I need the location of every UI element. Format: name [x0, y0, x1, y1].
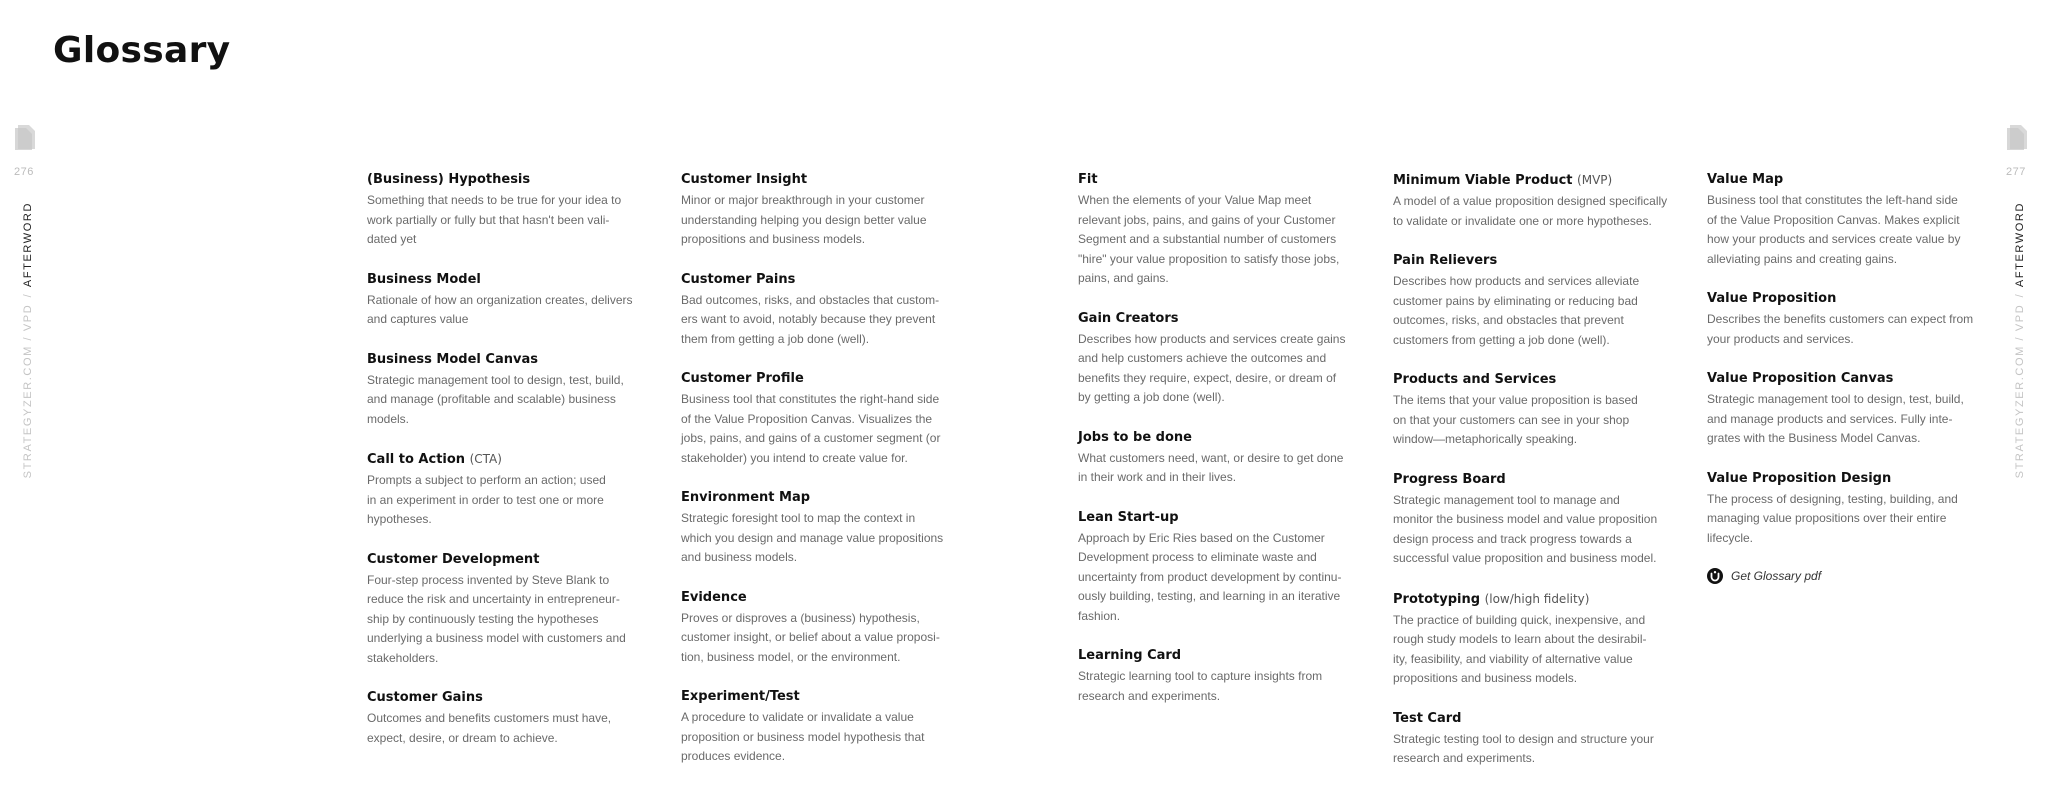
- definition-line: and business models.: [681, 550, 798, 564]
- glossary-term-abbreviation: (CTA): [469, 452, 502, 466]
- glossary-term: [1078, 508, 1368, 528]
- definition-line: benefits they require, expect, desire, or dream of: [1078, 370, 1337, 385]
- glossary-term: [1393, 370, 1683, 390]
- glossary-definition: [1393, 611, 1683, 689]
- definition-line: hypotheses.: [367, 512, 432, 526]
- glossary-term: [1393, 170, 1683, 191]
- glossary-entry: [367, 170, 657, 250]
- definition-line: which you design and manage value propositions: [681, 530, 944, 545]
- glossary-column-5: [1707, 170, 1997, 584]
- glossary-definition: [1078, 529, 1368, 627]
- document-icon: [2006, 124, 2028, 150]
- definition-line: them from getting a job done (well).: [681, 331, 870, 346]
- glossary-term-text: Customer Pains: [681, 271, 796, 287]
- glossary-term-text: Fit: [1078, 172, 1098, 187]
- glossary-definition: [1393, 391, 1683, 450]
- glossary-entry: [1078, 508, 1368, 627]
- glossary-term: [1707, 469, 1997, 489]
- definition-line: customers from getting a job done (well).: [1393, 332, 1610, 347]
- running-head-separator: /: [2014, 293, 2026, 298]
- glossary-term: [1707, 369, 1997, 389]
- glossary-term: [1393, 589, 1683, 610]
- definition-line: of the Value Proposition Canvas. Visualizes the: [681, 411, 933, 426]
- definition-line: When the elements of your Value Map meet: [1078, 193, 1312, 207]
- definition-line: dated yet: [367, 232, 417, 246]
- glossary-definition: [681, 191, 971, 250]
- get-glossary-pdf-label: Get Glossary pdf: [1731, 569, 1822, 583]
- glossary-term-text: Lean Start-up: [1078, 509, 1179, 525]
- definition-line: A procedure to validate or invalidate a value: [681, 710, 914, 724]
- glossary-term-text: (Business) Hypothesis: [367, 172, 531, 187]
- glossary-term-text: Progress Board: [1393, 471, 1506, 487]
- definition-line: ity, feasibility, and viability of alternative value: [1393, 651, 1633, 666]
- glossary-term: [367, 449, 657, 470]
- glossary-term: [681, 488, 971, 508]
- glossary-term-text: Customer Insight: [681, 172, 808, 187]
- definition-line: ers want to avoid, notably because they prevent: [681, 312, 936, 326]
- strategyzer-app-icon: [1707, 568, 1723, 584]
- glossary-term-text: Learning Card: [1078, 648, 1182, 663]
- glossary-definition: [1078, 330, 1368, 408]
- definition-line: fashion.: [1078, 608, 1121, 623]
- glossary-term: [1078, 646, 1368, 666]
- glossary-entry: [1393, 251, 1683, 350]
- definition-line: Describes how products and services create gains: [1078, 331, 1346, 346]
- definition-line: research and experiments.: [1393, 751, 1536, 765]
- definition-line: and manage products and services. Fully inte-: [1707, 411, 1953, 426]
- glossary-column-4: [1393, 170, 1683, 789]
- glossary-entry: [367, 550, 657, 669]
- definition-line: alleviating pains and creating gains.: [1707, 251, 1898, 266]
- glossary-term-abbreviation: (MVP): [1577, 173, 1613, 187]
- glossary-entry: [1707, 469, 1997, 549]
- glossary-definition: [367, 571, 657, 669]
- glossary-term-text: Pain Relievers: [1393, 253, 1498, 268]
- definition-line: and help customers achieve the outcomes and: [1078, 351, 1327, 365]
- glossary-term: [681, 369, 971, 389]
- get-glossary-pdf-link[interactable]: [1707, 568, 1997, 584]
- glossary-definition: [1393, 491, 1683, 569]
- glossary-definition: [1707, 490, 1997, 549]
- page-title: Glossary: [53, 30, 231, 71]
- definition-line: Minor or major breakthrough in your customer: [681, 193, 925, 207]
- glossary-term: [681, 270, 971, 290]
- definition-line: Approach by Eric Ries based on the Customer: [1078, 530, 1325, 545]
- definition-line: uncertainty from product development by continu-: [1078, 569, 1342, 584]
- glossary-term: [681, 687, 971, 707]
- page-number-right: 277: [2006, 166, 2026, 178]
- definition-line: research and experiments.: [1078, 688, 1221, 703]
- glossary-entry: [681, 369, 971, 468]
- glossary-term-text: Value Map: [1707, 172, 1784, 187]
- definition-line: window—metaphorically speaking.: [1393, 432, 1578, 446]
- glossary-term: [681, 170, 971, 190]
- document-icon: [14, 124, 36, 150]
- glossary-definition: [1078, 191, 1368, 289]
- glossary-term: [367, 550, 657, 570]
- glossary-term: [367, 350, 657, 370]
- right-page-margin: [2006, 124, 2036, 479]
- glossary-definition: [1078, 667, 1368, 706]
- running-head-url: STRATEGYZER.COM / VPD: [2014, 303, 2026, 479]
- glossary-term-text: Test Card: [1393, 710, 1462, 726]
- definition-line: rough study models to learn about the desirabil-: [1393, 632, 1647, 646]
- definition-line: propositions and business models.: [681, 232, 866, 246]
- definition-line: "hire" your value proposition to satisfy those jobs,: [1078, 251, 1340, 266]
- definition-line: propositions and business models.: [1393, 671, 1578, 685]
- definition-line: Describes the benefits customers can expect from: [1707, 312, 1974, 326]
- glossary-term: [1393, 470, 1683, 490]
- glossary-definition: [681, 509, 971, 568]
- glossary-term-text: Value Proposition: [1707, 291, 1837, 306]
- definition-line: outcomes, risks, and obstacles that prevent: [1393, 313, 1624, 327]
- glossary-term-text: Minimum Viable Product: [1393, 173, 1573, 188]
- glossary-definition: [367, 371, 657, 430]
- definition-line: reduce the risk and uncertainty in entrepreneur-: [367, 592, 620, 606]
- glossary-term-text: Call to Action: [367, 452, 466, 467]
- glossary-term: [1078, 428, 1368, 448]
- glossary-column-1: [367, 170, 657, 768]
- definition-line: lifecycle.: [1707, 530, 1754, 545]
- glossary-entry: [1707, 369, 1997, 449]
- definition-line: Proves or disproves a (business) hypothesis,: [681, 610, 920, 625]
- definition-line: underlying a business model with customers and: [367, 631, 626, 645]
- glossary-term-text: Customer Profile: [681, 371, 804, 386]
- definition-line: in their work and in their lives.: [1078, 470, 1237, 484]
- definition-line: in an experiment in order to test one or more: [367, 492, 604, 507]
- glossary-entry: [367, 350, 657, 430]
- glossary-term: [1393, 709, 1683, 729]
- glossary-definition: [1707, 310, 1997, 349]
- definition-line: Strategic management tool to design, test, build,: [1707, 392, 1964, 406]
- glossary-term: [367, 688, 657, 708]
- definition-line: how your products and services create value by: [1707, 232, 1961, 246]
- glossary-term-text: Environment Map: [681, 490, 811, 505]
- glossary-term: [367, 270, 657, 290]
- definition-line: expect, desire, or dream to achieve.: [367, 730, 558, 745]
- definition-line: and manage (profitable and scalable) business: [367, 392, 616, 406]
- running-head-section: AFTERWORD: [2014, 202, 2026, 288]
- glossary-entry: [681, 488, 971, 568]
- glossary-definition: [1393, 272, 1683, 350]
- definition-line: models.: [367, 411, 410, 426]
- definition-line: on that your customers can see in your shop: [1393, 412, 1630, 427]
- definition-line: successful value proposition and business model.: [1393, 551, 1657, 565]
- definition-line: stakeholder) you intend to create value for.: [681, 450, 908, 465]
- definition-line: managing value propositions over their entire: [1707, 511, 1947, 525]
- running-head-section: AFTERWORD: [22, 202, 34, 288]
- glossary-term-text: Customer Development: [367, 551, 540, 567]
- definition-line: Strategic management tool to manage and: [1393, 492, 1620, 507]
- definition-line: understanding helping you design better value: [681, 212, 927, 227]
- glossary-entry: [1393, 170, 1683, 231]
- glossary-term-text: Experiment/Test: [681, 689, 800, 704]
- definition-line: Strategic learning tool to capture insights from: [1078, 669, 1323, 683]
- definition-line: customer insight, or belief about a value proposi-: [681, 630, 940, 644]
- definition-line: Rationale of how an organization creates, delivers: [367, 292, 633, 307]
- definition-line: produces evidence.: [681, 749, 786, 763]
- glossary-term-text: Gain Creators: [1078, 310, 1179, 326]
- glossary-term-text: Products and Services: [1393, 372, 1557, 387]
- glossary-entry: [367, 449, 657, 530]
- running-head-url: STRATEGYZER.COM / VPD: [22, 303, 34, 479]
- definition-line: ously building, testing, and learning in an iterative: [1078, 589, 1341, 603]
- glossary-term: [1707, 170, 1997, 190]
- glossary-term-text: Prototyping: [1393, 591, 1481, 607]
- definition-line: Business tool that constitutes the right-hand side: [681, 392, 940, 406]
- glossary-term: [1078, 170, 1368, 190]
- definition-line: design process and track progress towards a: [1393, 531, 1632, 546]
- glossary-entry: [1707, 289, 1997, 349]
- glossary-term-text: Evidence: [681, 589, 747, 605]
- definition-line: Prompts a subject to perform an action; used: [367, 473, 606, 487]
- glossary-definition: [1078, 449, 1368, 488]
- glossary-definition: [1393, 192, 1683, 231]
- glossary-term-text: Jobs to be done: [1078, 429, 1192, 445]
- definition-line: A model of a value proposition designed specifically: [1393, 194, 1668, 208]
- definition-line: Outcomes and benefits customers must have,: [367, 711, 612, 725]
- glossary-term: [1707, 289, 1997, 309]
- glossary-entry: [681, 588, 971, 668]
- glossary-definition: [367, 291, 657, 330]
- glossary-definition: [1707, 390, 1997, 449]
- definition-line: Bad outcomes, risks, and obstacles that custom-: [681, 292, 940, 307]
- definition-line: jobs, pains, and gains of a customer segment (or: [681, 431, 941, 445]
- glossary-entry: [681, 687, 971, 767]
- glossary-definition: [1707, 191, 1997, 269]
- definition-line: grates with the Business Model Canvas.: [1707, 431, 1921, 445]
- glossary-entry: [1393, 370, 1683, 450]
- glossary-entry: [1078, 428, 1368, 488]
- glossary-entry: [1078, 646, 1368, 706]
- left-page-margin: [14, 124, 44, 479]
- glossary-column-2: [681, 170, 971, 787]
- running-head-left: [22, 202, 34, 478]
- definition-line: your products and services.: [1707, 331, 1854, 346]
- glossary-definition: [681, 609, 971, 668]
- glossary-term: [1393, 251, 1683, 271]
- glossary-term-text: Business Model: [367, 271, 481, 287]
- glossary-definition: [1393, 730, 1683, 769]
- definition-line: The process of designing, testing, building, and: [1707, 491, 1958, 506]
- definition-line: Business tool that constitutes the left-hand side: [1707, 193, 1958, 207]
- glossary-term: [367, 170, 657, 190]
- definition-line: What customers need, want, or desire to get done: [1078, 450, 1344, 465]
- glossary-definition: [681, 291, 971, 350]
- glossary-entry: [1078, 170, 1368, 289]
- running-head-right: [2014, 202, 2026, 478]
- glossary-entry: [1393, 589, 1683, 689]
- definition-line: Segment and a substantial number of customers: [1078, 232, 1337, 246]
- glossary-entry: [367, 270, 657, 330]
- definition-line: The items that your value proposition is based: [1393, 393, 1638, 407]
- definition-line: monitor the business model and value proposition: [1393, 512, 1658, 526]
- glossary-term-text: Value Proposition Design: [1707, 470, 1892, 486]
- definition-line: work partially or fully but that hasn't been vali-: [367, 212, 610, 227]
- running-head-separator: /: [22, 293, 34, 298]
- definition-line: Something that needs to be true for your idea to: [367, 193, 622, 207]
- definition-line: Strategic foresight tool to map the context in: [681, 511, 916, 525]
- definition-line: proposition or business model hypothesis that: [681, 729, 925, 744]
- glossary-definition: [367, 191, 657, 250]
- definition-line: of the Value Proposition Canvas. Makes explicit: [1707, 212, 1960, 227]
- glossary-entry: [1393, 470, 1683, 569]
- definition-line: tion, business model, or the environment.: [681, 649, 901, 664]
- definition-line: ship by continuously testing the hypotheses: [367, 611, 599, 626]
- glossary-definition: [681, 708, 971, 767]
- definition-line: Describes how products and services alleviate: [1393, 274, 1640, 288]
- definition-line: The practice of building quick, inexpensive, and: [1393, 612, 1646, 627]
- glossary-entry: [681, 270, 971, 350]
- definition-line: customer pains by eliminating or reducing bad: [1393, 293, 1638, 308]
- glossary-entry: [681, 170, 971, 250]
- glossary-entries: [1707, 170, 1997, 548]
- glossary-term-abbreviation: (low/high fidelity): [1484, 591, 1590, 606]
- definition-line: Four-step process invented by Steve Blank to: [367, 572, 610, 587]
- definition-line: relevant jobs, pains, and gains of your Customer: [1078, 212, 1336, 227]
- definition-line: stakeholders.: [367, 650, 439, 665]
- definition-line: Development process to eliminate waste and: [1078, 550, 1317, 564]
- glossary-term: [681, 588, 971, 608]
- glossary-definition: [367, 471, 657, 530]
- glossary-term-text: Business Model Canvas: [367, 351, 538, 367]
- definition-line: Strategic management tool to design, test, build,: [367, 372, 624, 387]
- definition-line: pains, and gains.: [1078, 271, 1169, 285]
- glossary-definition: [681, 390, 971, 468]
- glossary-entry: [1078, 309, 1368, 408]
- glossary-entry: [367, 688, 657, 748]
- glossary-column-3: [1078, 170, 1368, 726]
- glossary-term-text: Customer Gains: [367, 690, 483, 705]
- definition-line: and captures value: [367, 312, 469, 326]
- glossary-term: [1078, 309, 1368, 329]
- glossary-term-text: Value Proposition Canvas: [1707, 371, 1894, 386]
- definition-line: by getting a job done (well).: [1078, 390, 1225, 404]
- page-number-left: 276: [14, 166, 34, 178]
- glossary-entry: [1707, 170, 1997, 269]
- definition-line: Strategic testing tool to design and structure your: [1393, 731, 1654, 746]
- definition-line: to validate or invalidate one or more hypotheses.: [1393, 213, 1652, 228]
- glossary-entry: [1393, 709, 1683, 769]
- glossary-definition: [367, 709, 657, 748]
